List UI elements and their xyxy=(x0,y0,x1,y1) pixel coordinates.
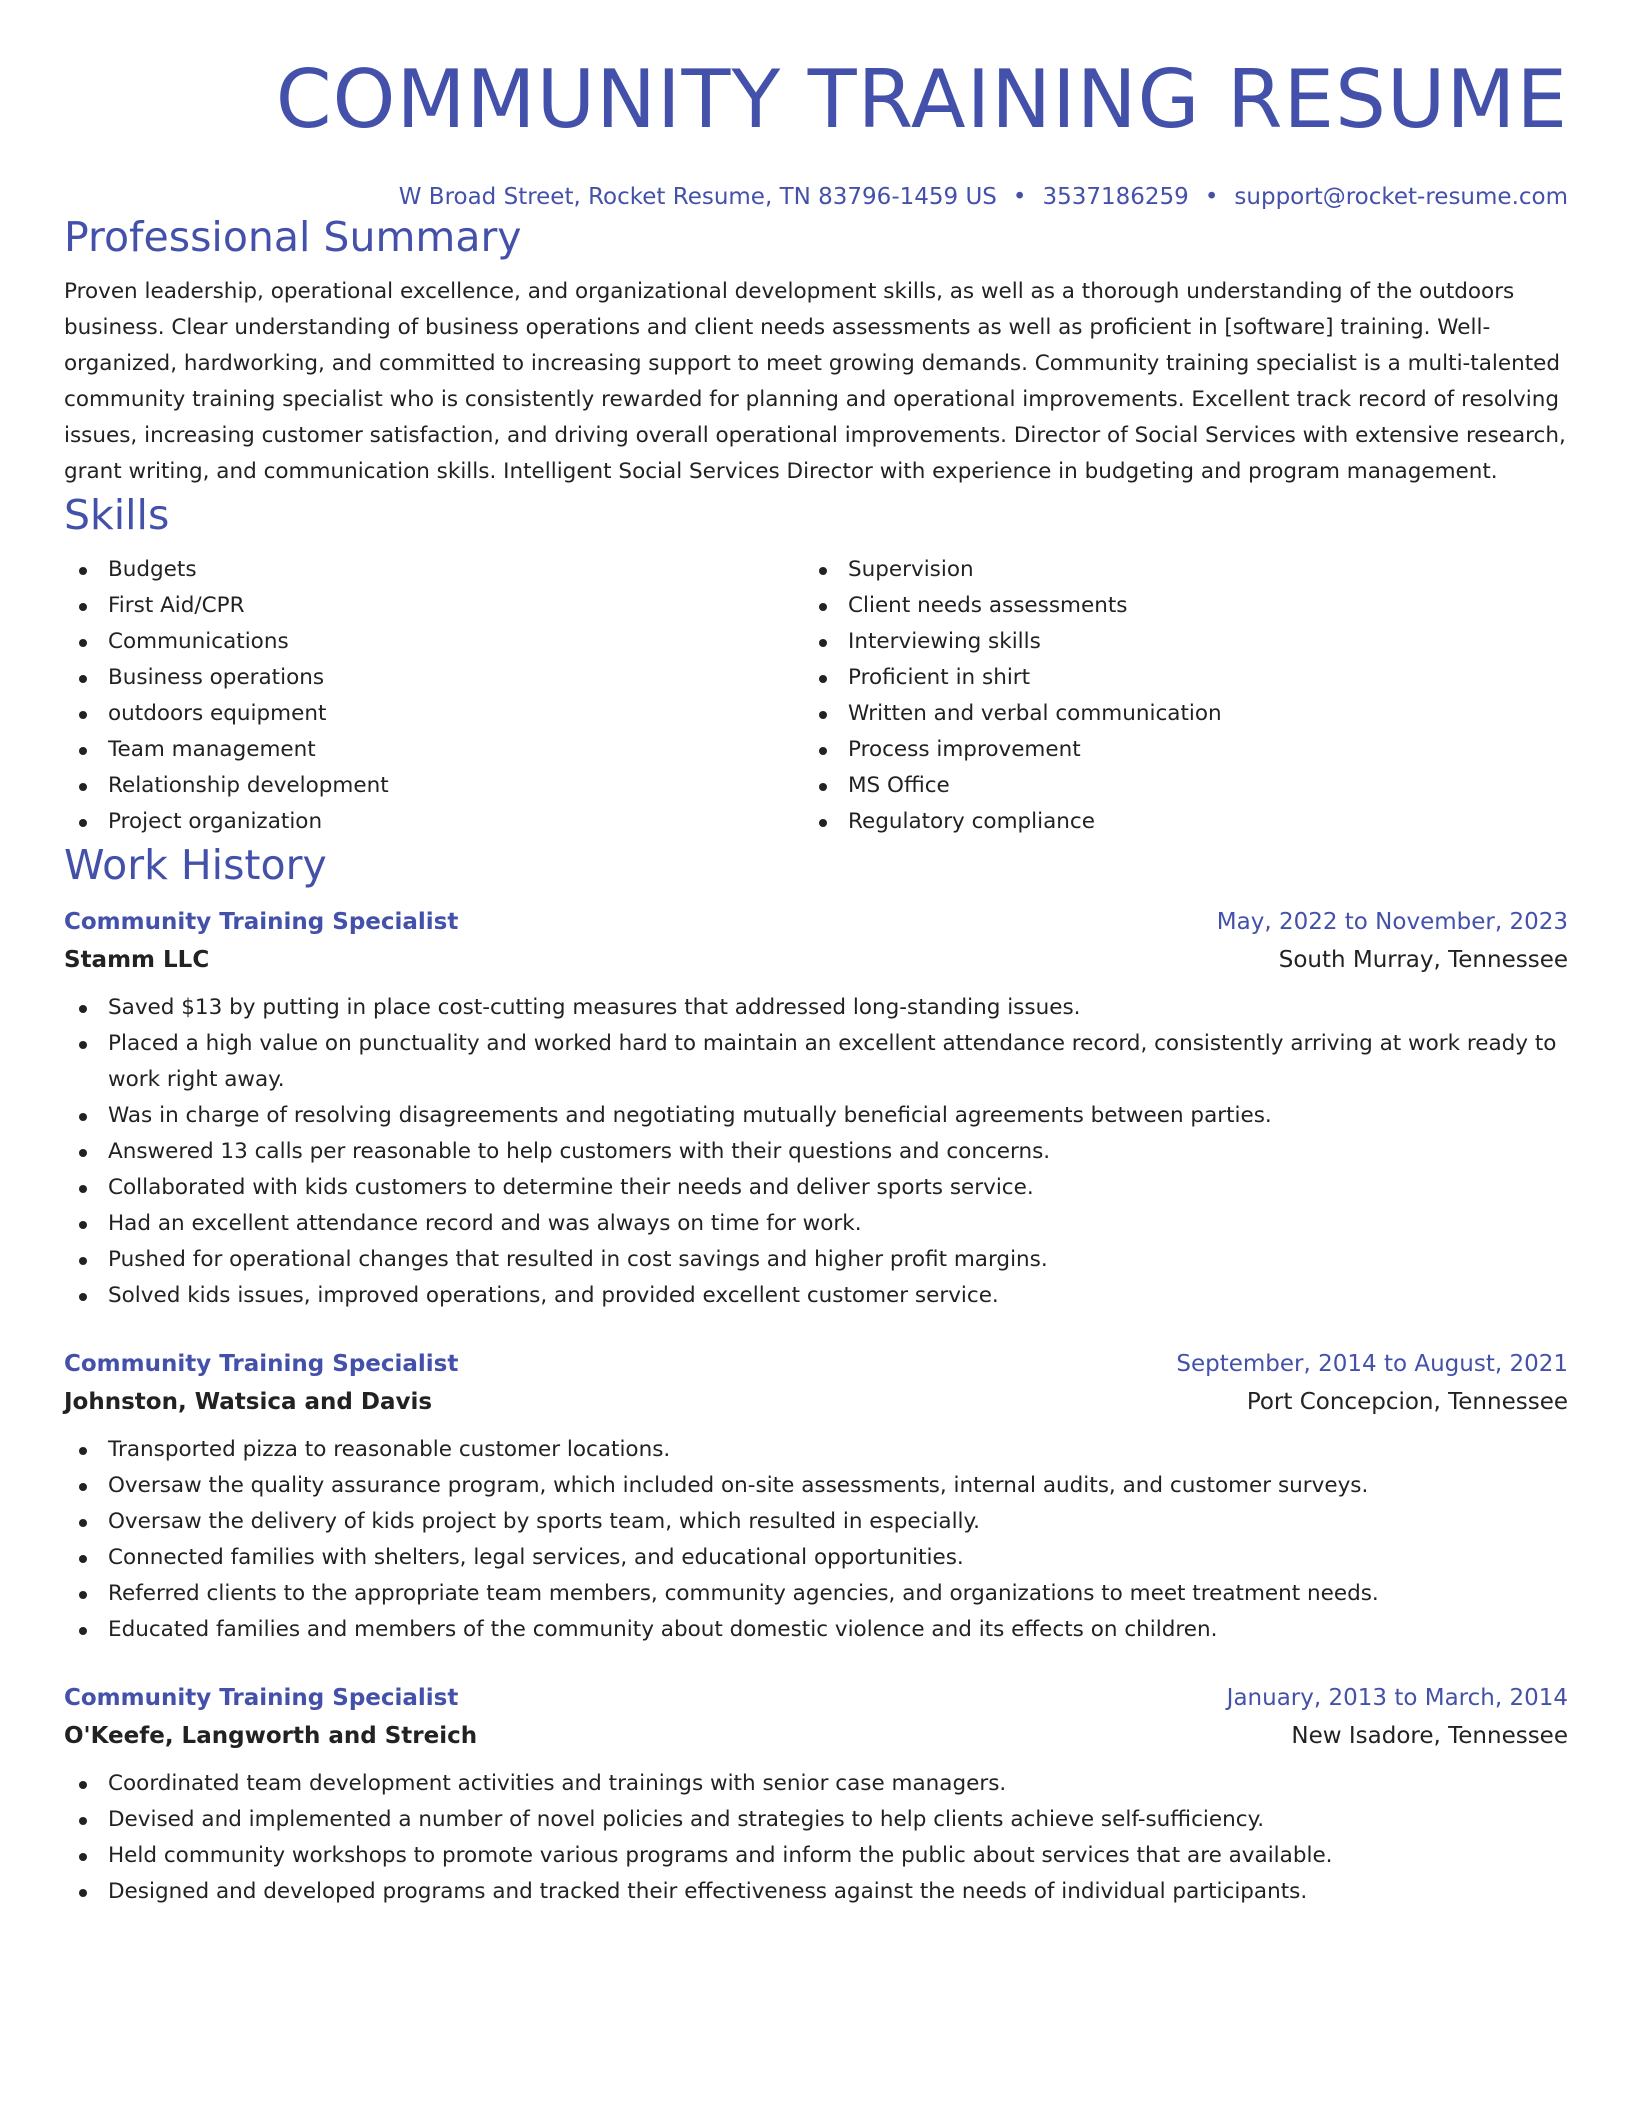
job-company-row xyxy=(64,1716,1568,1756)
job-bullets xyxy=(64,1766,1568,1910)
job-bullet: Was in charge of resolving disagreements and negotiating mutually beneficial agreements between parties. xyxy=(64,1098,1568,1134)
job-company-row xyxy=(64,940,1568,980)
skill-item: Regulatory compliance xyxy=(804,804,1544,840)
job-bullet: Devised and implemented a number of novel policies and strategies to help clients achieve self-sufficiency. xyxy=(64,1802,1568,1838)
job-company: O'Keefe, Langworth and Streich xyxy=(64,1723,478,1749)
job-bullet: Oversaw the delivery of kids project by sports team, which resulted in especially. xyxy=(64,1504,1568,1540)
job-dates: January, 2013 to March, 2014 xyxy=(1226,1685,1568,1711)
job-entry xyxy=(64,904,1568,1314)
job-bullet: Had an excellent attendance record and was always on time for work. xyxy=(64,1206,1568,1242)
skill-item: Process improvement xyxy=(804,732,1544,768)
job-entry xyxy=(64,1346,1568,1648)
job-bullet: Answered 13 calls per reasonable to help customers with their questions and concerns. xyxy=(64,1134,1568,1170)
skill-item: Budgets xyxy=(64,552,804,588)
skill-item: Interviewing skills xyxy=(804,624,1544,660)
job-location: New Isadore, Tennessee xyxy=(1291,1723,1568,1749)
summary-heading: Professional Summary xyxy=(64,213,522,261)
contact-line xyxy=(64,182,1568,212)
skill-item: Communications xyxy=(64,624,804,660)
skill-item: Written and verbal communication xyxy=(804,696,1544,732)
job-bullet: Oversaw the quality assurance program, which included on-site assessments, internal audits, and customer surveys. xyxy=(64,1468,1568,1504)
job-bullet: Designed and developed programs and tracked their effectiveness against the needs of individual participants. xyxy=(64,1874,1568,1910)
skills-heading: Skills xyxy=(64,491,170,539)
job-company-row xyxy=(64,1382,1568,1422)
contact-address: W Broad Street, Rocket Resume, TN 83796-1459 US xyxy=(398,184,997,210)
skills-list-right xyxy=(804,552,1544,840)
skill-item: Project organization xyxy=(64,804,804,840)
skill-item: MS Office xyxy=(804,768,1544,804)
job-dates: May, 2022 to November, 2023 xyxy=(1216,909,1568,935)
skill-item: outdoors equipment xyxy=(64,696,804,732)
skills-grid xyxy=(64,552,1568,840)
job-bullet: Solved kids issues, improved operations, and provided excellent customer service. xyxy=(64,1278,1568,1314)
job-title-row xyxy=(64,1680,1568,1716)
job-bullets xyxy=(64,990,1568,1314)
skill-item: Supervision xyxy=(804,552,1544,588)
skill-item: Proficient in shirt xyxy=(804,660,1544,696)
summary-text: Proven leadership, operational excellence, and organizational development skills, as well as a thorough understanding of the outdoors business. Clear understanding of business operations and client needs assessments as well as proficient in [software] training. Well-organized, hardworking, and committed to increasing support to meet growing demands. Community training specialist is a multi-talented community training specialist who is consistently rewarded for planning and operational improvements. Excellent track record of resolving issues, increasing customer satisfaction, and driving overall operational improvements. Director of Social Services with extensive research, grant writing, and communication skills. Intelligent Social Services Director with experience in budgeting and program management. xyxy=(64,279,1566,484)
job-bullet: Pushed for operational changes that resulted in cost savings and higher profit margins. xyxy=(64,1242,1568,1278)
skills-column-right xyxy=(804,552,1544,840)
skill-item: Team management xyxy=(64,732,804,768)
skill-item: Client needs assessments xyxy=(804,588,1544,624)
job-bullet: Saved $13 by putting in place cost-cutting measures that addressed long-standing issues. xyxy=(64,990,1568,1026)
skill-item: First Aid/CPR xyxy=(64,588,804,624)
job-bullet: Placed a high value on punctuality and worked hard to maintain an excellent attendance record, consistently arriving at work ready to work right away. xyxy=(64,1026,1568,1098)
job-bullet: Educated families and members of the community about domestic violence and its effects on children. xyxy=(64,1612,1568,1648)
job-company: Stamm LLC xyxy=(64,947,210,973)
job-location: Port Concepcion, Tennessee xyxy=(1246,1389,1568,1415)
job-entry xyxy=(64,1680,1568,1910)
job-bullet: Collaborated with kids customers to determine their needs and deliver sports service. xyxy=(64,1170,1568,1206)
skills-list-left xyxy=(64,552,804,840)
job-company: Johnston, Watsica and Davis xyxy=(64,1389,433,1415)
job-title: Community Training Specialist xyxy=(64,1685,459,1711)
job-bullet: Coordinated team development activities and trainings with senior case managers. xyxy=(64,1766,1568,1802)
skill-item: Business operations xyxy=(64,660,804,696)
skill-item: Relationship development xyxy=(64,768,804,804)
job-bullet: Referred clients to the appropriate team members, community agencies, and organizations to meet treatment needs. xyxy=(64,1576,1568,1612)
job-dates: September, 2014 to August, 2021 xyxy=(1176,1351,1568,1377)
work-history-heading: Work History xyxy=(64,841,327,889)
contact-email[interactable]: support@rocket-resume.com xyxy=(1234,184,1568,210)
job-title-row xyxy=(64,1346,1568,1382)
resume-title: COMMUNITY TRAINING RESUME xyxy=(275,53,1568,146)
job-bullet: Connected families with shelters, legal services, and educational opportunities. xyxy=(64,1540,1568,1576)
resume-header xyxy=(64,0,1568,212)
job-title-row xyxy=(64,904,1568,940)
contact-separator: • xyxy=(1204,184,1219,210)
job-location: South Murray, Tennessee xyxy=(1278,947,1568,973)
job-bullet: Transported pizza to reasonable customer locations. xyxy=(64,1432,1568,1468)
job-bullet: Held community workshops to promote various programs and inform the public about services that are available. xyxy=(64,1838,1568,1874)
skills-column-left xyxy=(64,552,804,840)
job-bullets xyxy=(64,1432,1568,1648)
contact-phone: 3537186259 xyxy=(1042,184,1189,210)
job-title: Community Training Specialist xyxy=(64,909,459,935)
job-title: Community Training Specialist xyxy=(64,1351,459,1377)
contact-separator: • xyxy=(1012,184,1027,210)
